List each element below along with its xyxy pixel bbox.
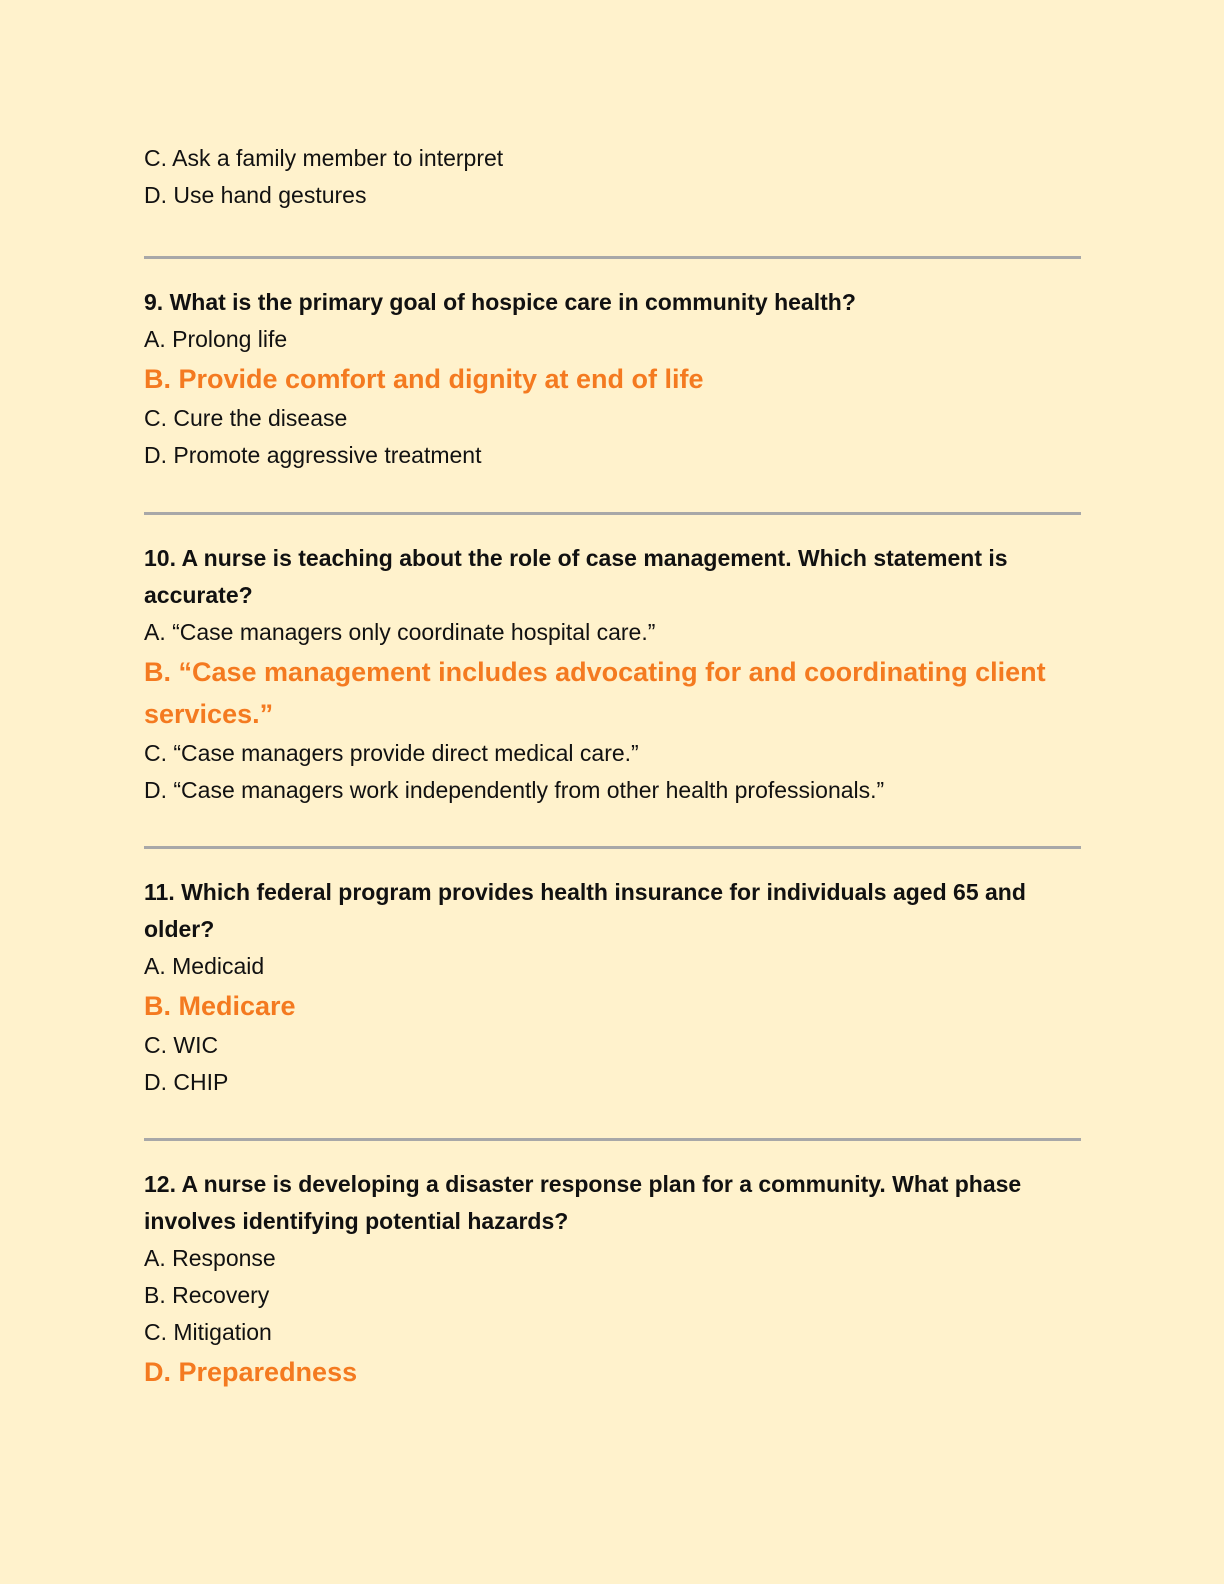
option-d: D. Use hand gestures bbox=[144, 182, 367, 208]
question-text: 12. A nurse is developing a disaster response plan for a community. What phase involves identifying potential hazards? bbox=[144, 1171, 1022, 1234]
option-c: C. Cure the disease bbox=[144, 405, 348, 431]
option-b: B. Recovery bbox=[144, 1282, 270, 1308]
correct-option-d: D. Preparedness bbox=[144, 1357, 358, 1387]
divider bbox=[144, 1138, 1081, 1141]
question-text: 10. A nurse is teaching about the role of case management. Which statement is accurate? bbox=[144, 545, 1008, 608]
option-a: A. Response bbox=[144, 1245, 276, 1271]
question-11 bbox=[144, 874, 1080, 1101]
correct-option-b: B. Provide comfort and dignity at end of life bbox=[144, 364, 704, 394]
option-c: C. Mitigation bbox=[144, 1319, 272, 1345]
option-a: A. Medicaid bbox=[144, 953, 265, 979]
question-text: 9. What is the primary goal of hospice care in community health? bbox=[144, 289, 856, 315]
option-a: A. “Case managers only coordinate hospital care.” bbox=[144, 619, 656, 645]
question-text: 11. Which federal program provides health insurance for individuals aged 65 and older? bbox=[144, 879, 1026, 942]
question-9 bbox=[144, 284, 1080, 474]
correct-option-b: B. Medicare bbox=[144, 991, 296, 1021]
option-d: D. Promote aggressive treatment bbox=[144, 442, 482, 468]
divider bbox=[144, 256, 1081, 259]
option-c: C. Ask a family member to interpret bbox=[144, 145, 504, 171]
previous-question-continuation bbox=[144, 140, 1080, 214]
option-c: C. “Case managers provide direct medical care.” bbox=[144, 740, 639, 766]
divider bbox=[144, 512, 1081, 515]
option-d: D. “Case managers work independently from other health professionals.” bbox=[144, 777, 885, 803]
question-12 bbox=[144, 1166, 1080, 1393]
question-10 bbox=[144, 540, 1080, 809]
option-c: C. WIC bbox=[144, 1032, 219, 1058]
option-a: A. Prolong life bbox=[144, 326, 288, 352]
divider bbox=[144, 846, 1081, 849]
correct-option-b: B. “Case management includes advocating for and coordinating client services.” bbox=[144, 657, 1046, 729]
option-d: D. CHIP bbox=[144, 1069, 229, 1095]
